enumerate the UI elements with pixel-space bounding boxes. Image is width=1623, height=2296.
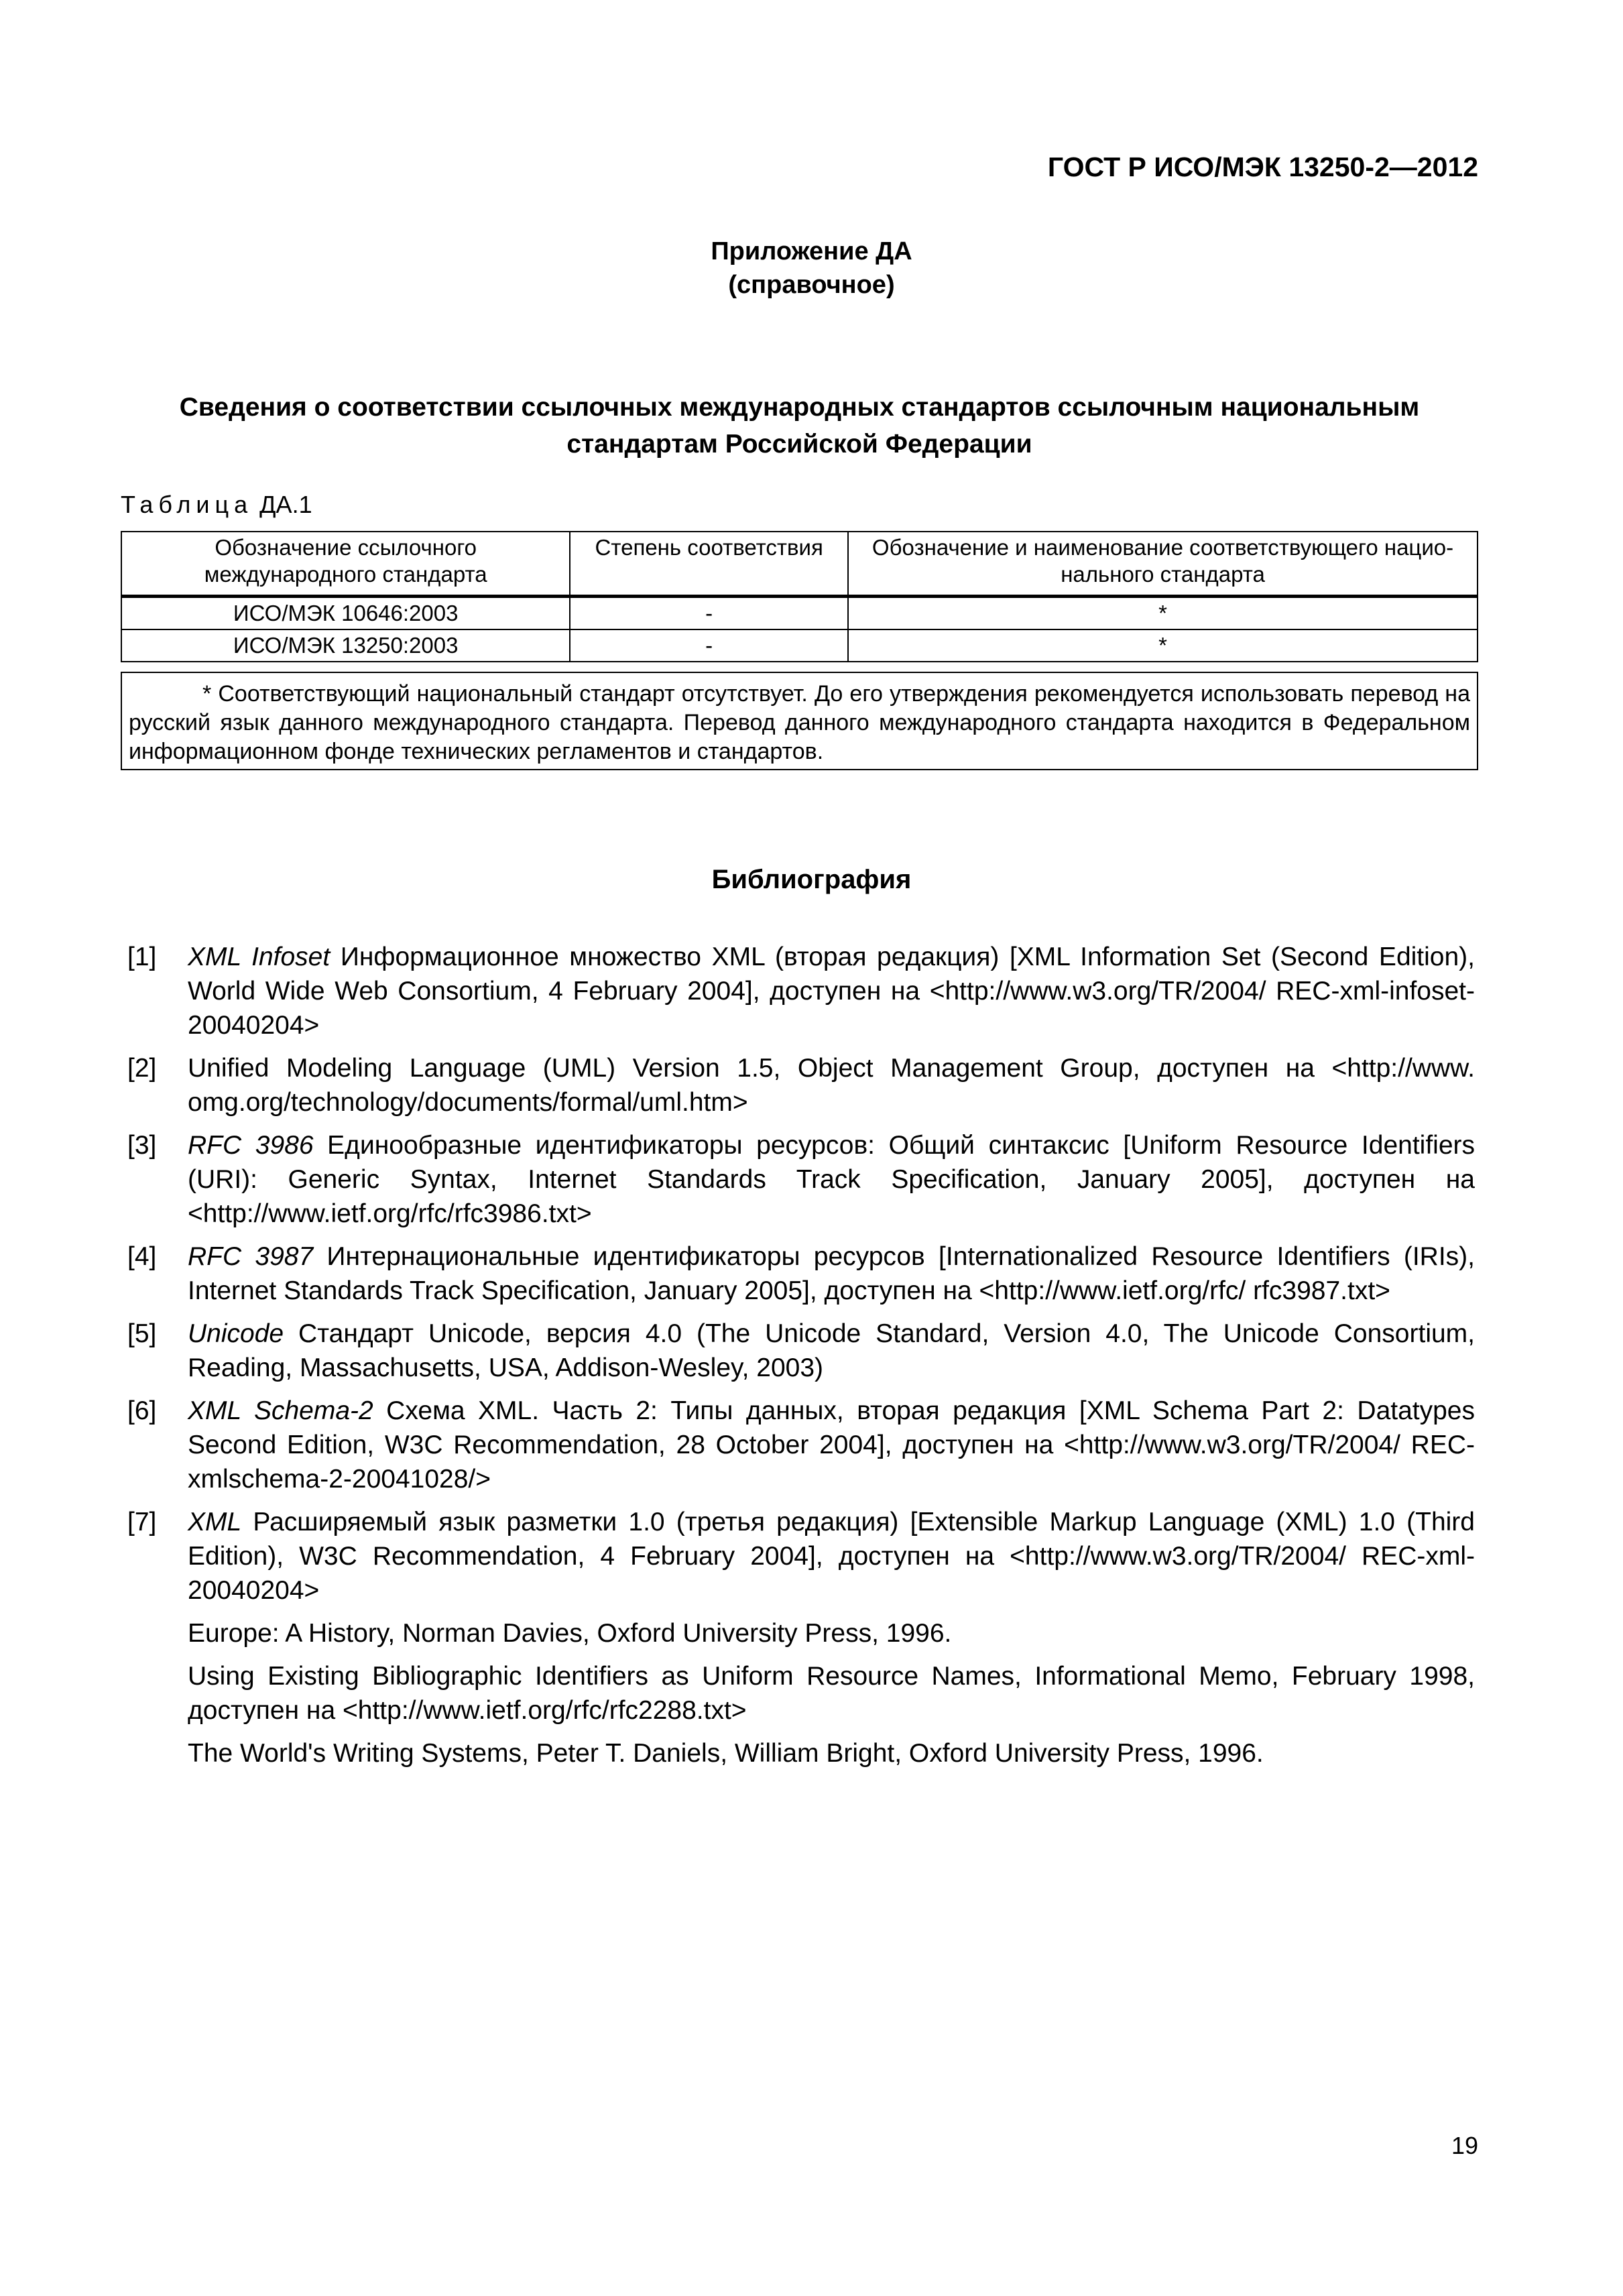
bibliography-list [127,940,1475,1779]
bibliography-title: Библиография [711,865,912,894]
appendix-title: Приложение ДА [711,237,912,265]
table-note-row [121,672,1478,770]
table-caption [121,491,312,519]
section-title-line-1: Сведения о соответствии ссылочных международных стандартов ссылочным национальным [179,393,1420,422]
table-caption-word: Таблица [121,491,253,518]
cell-degree: - [570,629,848,662]
bibliography-entry: [6] XML Schema-2 Схема XML. Часть 2: Типы данных, вторая редакция [XML Schema Part 2: Datatypes Second Edition, W3C Recommendation, 28 October 2004], доступен на <http://www.w3.org/TR/2004/ REC-xmlschema-2-20041028/> [127,1396,1475,1494]
column-header-designation: Обозначение ссылочного международного стандарта [121,532,570,597]
bibliography-entry: [4] RFC 3987 Интернациональные идентификаторы ресурсов [Internationalized Resource Identifiers (IRIs), Internet Standards Track Specification, January 2005], доступен на <http://www.ietf.org/rfc/ rfc3987.txt> [127,1242,1475,1305]
standard-code: ГОСТ Р ИСО/МЭК 13250-2—2012 [1047,152,1478,182]
table-note: * Соответствующий национальный стандарт отсутствует. До его утверждения рекомендуется использовать перевод на русский язык данного международного стандарта. Перевод данного международного стандарта находится в Федеральном информационном фонде технических регламентов и стандартов. [121,672,1478,770]
cell-national: * [848,629,1478,662]
section-title-line-2: стандартам Российской Федерации [566,430,1032,459]
column-header-degree: Степень соответствия [570,532,848,597]
table-row [121,597,1478,630]
bibliography-entry: [5] Unicode Стандарт Unicode, версия 4.0 (The Unicode Standard, Version 4.0, The Unicode Consortium, Reading, Massachusetts, USA, Addison-Wesley, 2003) [127,1319,1475,1382]
bibliography-entry: [2] Unified Modeling Language (UML) Version 1.5, Object Management Group, доступен на <http://www. omg.org/technology/documents/formal/uml.htm> [127,1054,1475,1117]
correspondence-table [121,531,1478,770]
bibliography-entry: The World's Writing Systems, Peter T. Daniels, William Bright, Oxford University Press, 1996. [188,1739,1264,1768]
cell-degree: - [570,597,848,630]
cell-designation: ИСО/МЭК 10646:2003 [121,597,570,630]
bibliography-entry: [7] XML Расширяемый язык разметки 1.0 (третья редакция) [Extensible Markup Language (XML) 1.0 (Third Edition), W3C Recommendation, 4 February 2004], доступен на <http://www.w3.org/TR/2004/ REC-xml-20040204> [127,1508,1475,1605]
table-caption-number: ДА.1 [259,491,312,518]
bibliography-entry: Using Existing Bibliographic Identifiers as Uniform Resource Names, Informational Memo, February 1998, доступен на <http://www.ietf.org/rfc/rfc2288.txt> [188,1662,1475,1725]
column-header-national: Обозначение и наименование соответствующего нацио- нального стандарта [848,532,1478,597]
appendix-subtitle: (справочное) [728,271,895,299]
bibliography-entry: Europe: A History, Norman Davies, Oxford University Press, 1996. [188,1619,952,1648]
cell-national: * [848,597,1478,630]
cell-designation: ИСО/МЭК 13250:2003 [121,629,570,662]
bibliography-entry: [1] XML Infoset Информационное множество XML (вторая редакция) [XML Information Set (Second Edition), World Wide Web Consortium, 4 February 2004], доступен на <http://www.w3.org/TR/2004/ REC-xml-infoset-20040204> [127,943,1475,1040]
table-gap-row [121,662,1478,672]
appendix-heading [0,235,1623,302]
section-title [121,389,1478,463]
page-number: 19 [1451,2132,1478,2159]
table-row [121,629,1478,662]
bibliography-entry: [3] RFC 3986 Единообразные идентификаторы ресурсов: Общий синтаксис [Uniform Resource Identifiers (URI): Generic Syntax, Internet Standards Track Specification, January 2005], доступен на <http://www.ietf.org/rfc/rfc3986.txt> [127,1131,1476,1228]
table-header-row [121,532,1478,597]
